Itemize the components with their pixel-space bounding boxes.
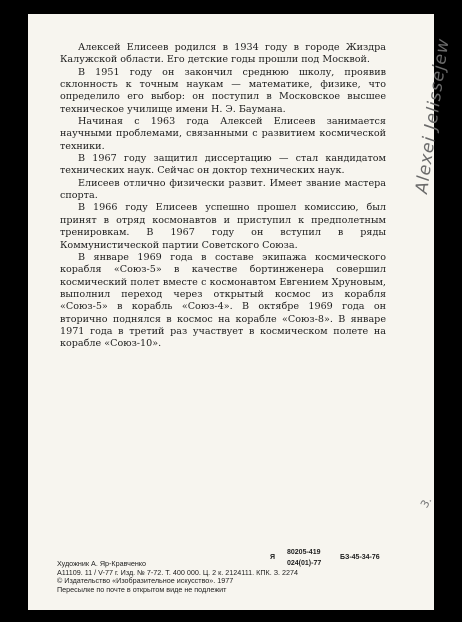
imprint-block (57, 549, 437, 594)
paragraph: Алексей Елисеев родился в 1934 году в городе Жиздра Калужской области. Его детские годы прошли под Москвой. (60, 42, 386, 66)
handwritten-name: Alexei Jelissejew (412, 36, 454, 195)
code-right: БЗ-45-34-76 (340, 554, 380, 561)
paragraph: Начиная с 1963 года Алексей Елисеев занимается научными проблемами, связанными с развитием космической техники. (60, 116, 386, 152)
paragraph: Елисеев отлично физически развит. Имеет звание мастера спорта. (60, 177, 386, 202)
code-bottom: 024(01)-77 (287, 560, 322, 567)
code-prefix: Я (270, 554, 276, 561)
artist-credit: Художник А. Яр-Кравченко (57, 559, 147, 568)
copyright-line: © Издательство «Изобразительное искусство». 1977 (57, 576, 234, 586)
print-details: А11109. 11 / V-77 г. Изд. № 7-72. Т. 400 000. Ц. 2 к. 2124111. КПК. З. 2274 (57, 567, 299, 577)
paragraph: В 1967 году защитил диссертацию — стал кандидатом технических наук. Сейчас он доктор технических наук. (60, 153, 386, 177)
pencil-mark: 3. (417, 494, 435, 511)
paragraph: В 1966 году Елисеев успешно прошел комиссию, был принят в отряд космонавтов и приступил к предполетным тренировкам. В 1967 году он вступил в ряды Коммунистической партии Советского Союза. (60, 202, 386, 251)
paragraph: В январе 1969 года в составе экипажа космического корабля «Союз-5» в качестве бортинженера совершил космический полет вместе с космонавтом Евгением Хруновым, выполнил переход через открытый космос из корабля «Союз-5» в корабль «Союз-4». В октябре 1969 года он вторично поднялся в космос на корабле «Союз-8». В январе 1971 года в третий раз участвует в космическом полете на корабле «Союз-10». (60, 251, 386, 350)
postcard-back (28, 14, 454, 610)
biography-text (60, 42, 386, 351)
mail-notice: Пересылке по почте в открытом виде не подлежит (57, 584, 227, 594)
paragraph: В 1951 году он закончил среднюю школу, проявив склонность к точным наукам — математике, физике, что определило его выбор: он поступил в Московское высшее техническое училище имени Н. Э. Баумана. (60, 66, 386, 115)
code-top: 80205-419 (287, 549, 321, 556)
